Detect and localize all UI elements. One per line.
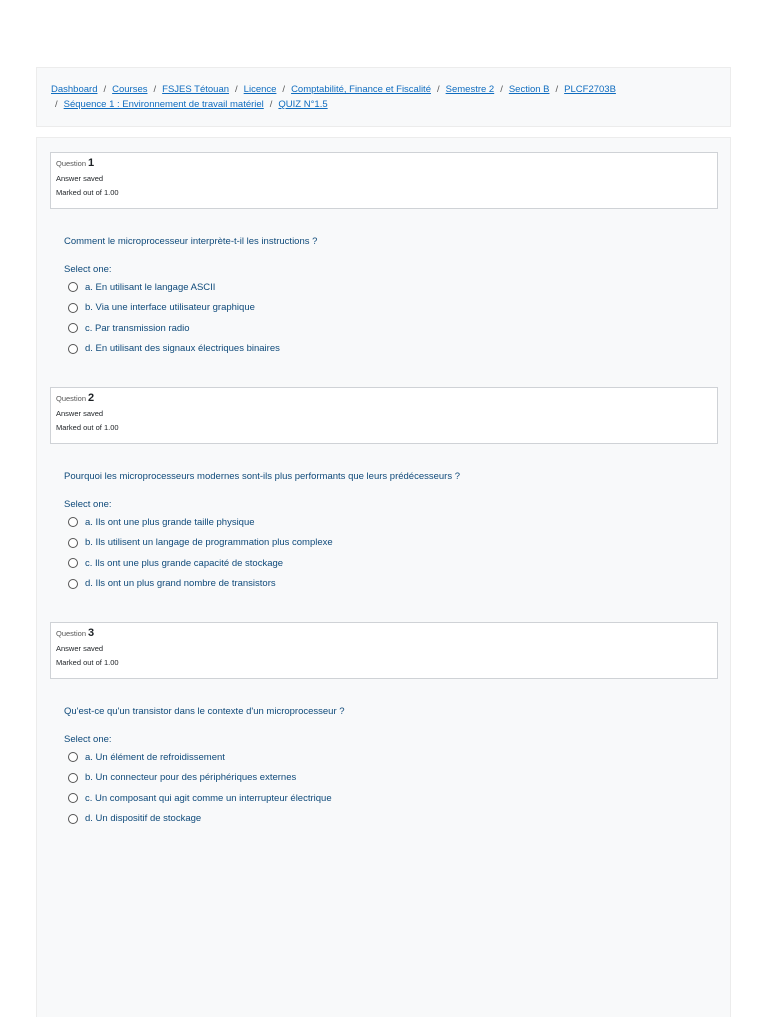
radio-button[interactable]: [68, 579, 78, 589]
breadcrumb-separator: /: [103, 84, 107, 95]
question-state: Answer saved: [56, 644, 104, 653]
breadcrumb-link-dashboard[interactable]: Dashboard: [51, 84, 98, 95]
breadcrumb-separator: /: [55, 99, 58, 110]
breadcrumb-separator: /: [235, 84, 238, 95]
breadcrumb-link-courses[interactable]: Courses: [112, 84, 148, 95]
question-text: Comment le microprocesseur interprète-t-il les instructions ?: [64, 236, 318, 247]
answer-option-q2-d[interactable]: [64, 574, 714, 595]
answer-option-label: b. Ils utilisent un langage de programmation plus complexe: [85, 537, 333, 549]
answer-option-label: d. Un dispositif de stockage: [85, 813, 202, 825]
answer-option-label: a. Ils ont une plus grande taille physique: [85, 516, 255, 528]
radio-button[interactable]: [68, 814, 78, 824]
breadcrumb-link-quiz[interactable]: QUIZ N°1.5: [278, 99, 328, 110]
radio-button[interactable]: [68, 773, 78, 783]
answer-option-label: c. Un composant qui agit comme un interrupteur électrique: [85, 792, 332, 804]
question-body-3: [64, 705, 714, 829]
breadcrumb-link-fsjes[interactable]: FSJES Tétouan: [162, 84, 230, 95]
question-label: Question: [56, 629, 87, 638]
breadcrumb-separator: /: [500, 84, 503, 95]
radio-button[interactable]: [68, 793, 78, 803]
breadcrumb-link-licence[interactable]: Licence: [243, 84, 277, 95]
radio-button[interactable]: [68, 344, 78, 354]
radio-button[interactable]: [68, 323, 78, 333]
breadcrumb-separator: /: [555, 84, 559, 95]
answer-option-q3-a[interactable]: [64, 747, 714, 768]
question-info-1: [50, 152, 718, 209]
answer-option-q2-a[interactable]: [64, 512, 714, 533]
question-label: Question: [56, 159, 87, 168]
breadcrumb-link-program[interactable]: Comptabilité, Finance et Fiscalité: [291, 84, 431, 95]
breadcrumb-separator: /: [282, 84, 286, 95]
question-body-2: [64, 470, 714, 594]
question-label: Question: [56, 394, 87, 403]
question-text: Pourquoi les microprocesseurs modernes sont-ils plus performants que leurs prédécesseurs ?: [64, 471, 461, 482]
radio-button[interactable]: [68, 752, 78, 762]
breadcrumb-separator: /: [153, 84, 157, 95]
question-number: 3: [88, 627, 95, 639]
answer-option-label: b. Via une interface utilisateur graphique: [85, 302, 255, 314]
answer-option-label: c. Ils ont une plus grande capacité de stockage: [85, 557, 284, 569]
answer-option-label: b. Un connecteur pour des périphériques externes: [85, 772, 297, 784]
question-state: Answer saved: [56, 174, 104, 183]
select-one-prompt: Select one:: [64, 734, 112, 745]
answer-option-q1-b[interactable]: [64, 298, 714, 319]
select-one-prompt: Select one:: [64, 499, 112, 510]
breadcrumb-link-section[interactable]: Section B: [508, 84, 550, 95]
answer-option-label: d. Ils ont un plus grand nombre de transistors: [85, 578, 276, 590]
answer-option-q2-c[interactable]: [64, 553, 714, 574]
breadcrumb-link-sequence[interactable]: Séquence 1 : Environnement de travail matériel: [63, 99, 264, 110]
question-info-2: [50, 387, 718, 444]
question-number: 1: [88, 157, 95, 169]
select-one-prompt: Select one:: [64, 264, 112, 275]
answer-option-q3-d[interactable]: [64, 809, 714, 830]
breadcrumb-separator: /: [436, 84, 440, 95]
answer-option-label: d. En utilisant des signaux électriques binaires: [85, 343, 280, 355]
breadcrumb: [36, 67, 731, 127]
question-text: Qu'est-ce qu'un transistor dans le contexte d'un microprocesseur ?: [64, 706, 345, 717]
answer-option-q3-c[interactable]: [64, 788, 714, 809]
radio-button[interactable]: [68, 303, 78, 313]
breadcrumb-link-semester[interactable]: Semestre 2: [445, 84, 495, 95]
question-grade: Marked out of 1.00: [56, 422, 119, 432]
question-grade: Marked out of 1.00: [56, 187, 119, 197]
radio-button[interactable]: [68, 517, 78, 527]
answer-option-label: c. Par transmission radio: [85, 322, 190, 334]
radio-button[interactable]: [68, 538, 78, 548]
answer-option-q1-d[interactable]: [64, 339, 714, 360]
breadcrumb-separator: /: [269, 99, 273, 110]
answer-option-label: a. En utilisant le langage ASCII: [85, 281, 216, 293]
answer-option-q1-a[interactable]: [64, 277, 714, 298]
answer-option-q1-c[interactable]: [64, 318, 714, 339]
answer-option-label: a. Un élément de refroidissement: [85, 751, 225, 763]
radio-button[interactable]: [68, 282, 78, 292]
answer-option-q2-b[interactable]: [64, 533, 714, 554]
question-body-1: [64, 235, 714, 359]
question-grade: Marked out of 1.00: [56, 657, 119, 667]
answer-option-q3-b[interactable]: [64, 768, 714, 789]
radio-button[interactable]: [68, 558, 78, 568]
breadcrumb-link-course[interactable]: PLCF2703B: [564, 84, 616, 95]
question-number: 2: [88, 392, 95, 404]
question-state: Answer saved: [56, 409, 104, 418]
question-info-3: [50, 622, 718, 679]
